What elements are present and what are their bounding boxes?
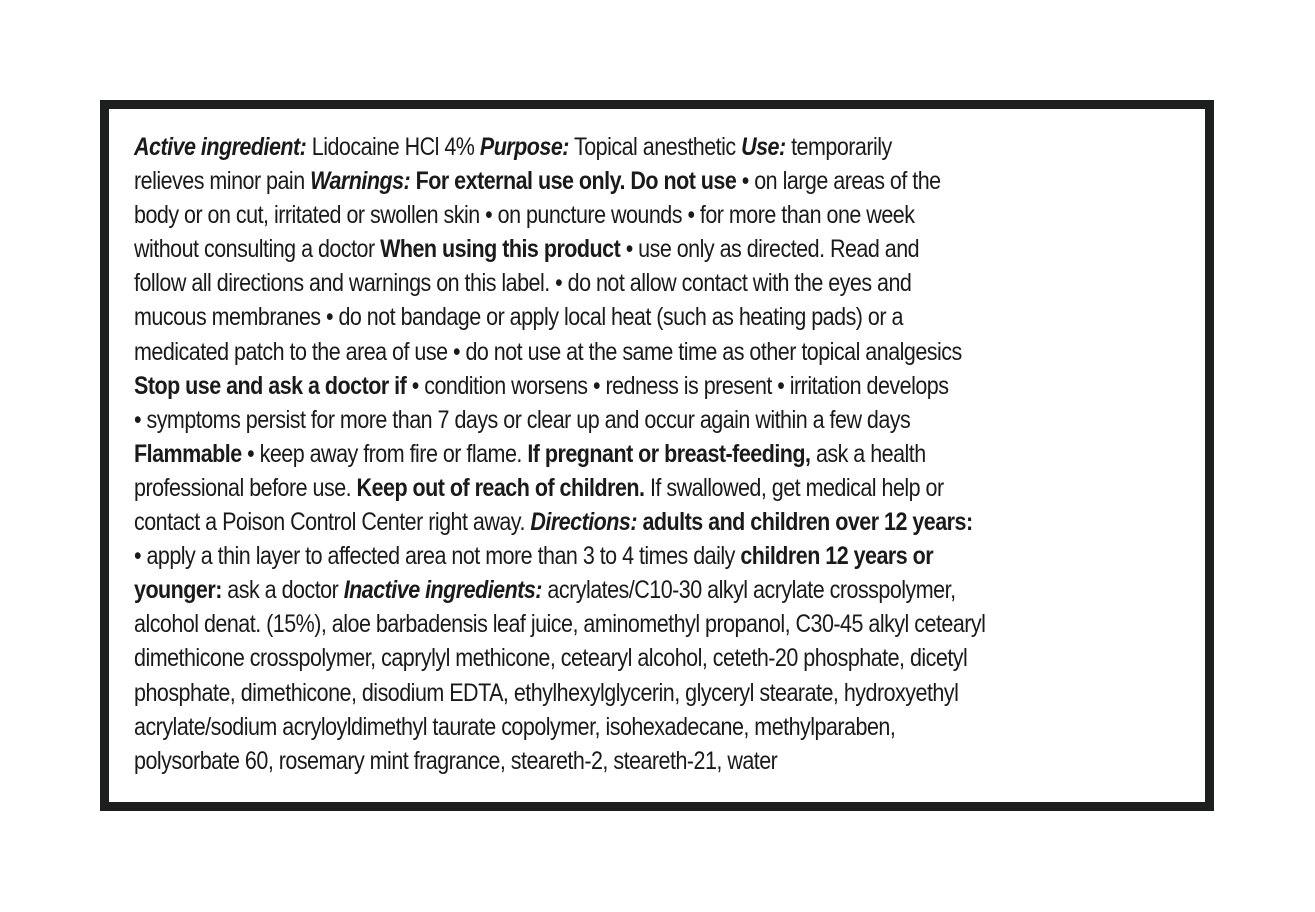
label-line [134,437,1046,471]
label-line [134,607,1046,641]
label-text-segment: If pregnant or breast-feeding, [527,439,811,468]
label-text-segment: Use: [741,133,786,161]
label-text-segment: medicated patch to the area of use • do not use at the same time as other topical analgesics [134,337,962,366]
label-text-block [134,130,1046,778]
label-line [134,164,1046,198]
label-text-segment: Inactive ingredients: [343,576,542,605]
label-text-segment: younger: [134,576,222,605]
label-text-segment: children 12 years or [740,542,934,571]
label-text-segment: Directions: [530,508,637,537]
label-text-segment: Active ingredient: [134,133,307,161]
label-text-segment: temporarily [785,133,892,161]
label-text-segment: acrylate/sodium acryloyldimethyl taurate copolymer, isohexadecane, methylparaben, [134,712,896,741]
label-text-segment: If swallowed, get medical help or [644,473,944,502]
label-line [134,471,1046,505]
label-text-segment: contact a Poison Control Center right away. [134,508,531,537]
label-text-segment: Warnings: [310,167,411,196]
label-text-segment: • on large areas of the [736,167,941,196]
label-line [134,198,1046,232]
label-text-segment: Lidocaine HCl 4% [306,133,480,161]
label-text-segment: adults and children over 12 years: [636,508,973,537]
label-line [134,266,1046,300]
label-text-segment: dimethicone crosspolymer, caprylyl methicone, cetearyl alcohol, ceteth-20 phosphate, dicetyl [134,644,968,673]
label-text-segment: relieves minor pain [134,167,311,196]
label-text-segment: • condition worsens • redness is present • irritation develops [406,371,949,400]
label-text-segment: mucous membranes • do not bandage or apply local heat (such as heating pads) or a [134,303,903,332]
label-text-segment: phosphate, dimethicone, disodium EDTA, ethylhexylglycerin, glyceryl stearate, hydroxyethyl [134,678,959,707]
label-text-segment: alcohol denat. (15%), aloe barbadensis leaf juice, aminomethyl propanol, C30-45 alkyl cetearyl [134,610,986,639]
label-line [134,676,1046,710]
label-text-segment: • symptoms persist for more than 7 days or clear up and occur again within a few days [134,405,911,434]
label-line [134,573,1046,607]
label-line [134,300,1046,334]
label-text-segment: without consulting a doctor [134,235,381,264]
label-text-segment: follow all directions and warnings on this label. • do not allow contact with the eyes and [134,269,912,298]
label-line [134,539,1046,573]
label-text-segment: Stop use and ask a doctor if [134,371,407,400]
label-line [134,710,1046,744]
label-line [134,130,1046,164]
label-line [134,232,1046,266]
label-line [134,403,1046,437]
label-text-segment: polysorbate 60, rosemary mint fragrance, steareth-2, steareth-21, water [134,746,778,775]
label-line [134,505,1046,539]
label-text-segment: • apply a thin layer to affected area not more than 3 to 4 times daily [134,542,741,571]
label-line [134,335,1046,369]
label-line [134,641,1046,675]
label-text-segment: professional before use. [134,473,357,502]
label-text-segment: ask a doctor [221,576,344,605]
label-text-segment: Purpose: [479,133,569,161]
label-text-segment: • keep away from fire or flame. [241,439,528,468]
label-text-segment: acrylates/C10-30 alkyl acrylate crosspolymer, [541,576,956,605]
label-text-segment: ask a health [810,439,926,468]
label-line [134,744,1046,778]
label-text-segment: For external use only. Do not use [410,167,737,196]
label-text-segment: • use only as directed. Read and [620,235,920,264]
label-text-segment: When using this product [380,235,621,264]
label-text-segment: Keep out of reach of children. [356,473,645,502]
label-text-segment: body or on cut, irritated or swollen skin • on puncture wounds • for more than one week [134,201,915,230]
label-text-segment: Topical anesthetic [568,133,742,161]
label-line [134,369,1046,403]
label-text-segment: Flammable [134,439,242,468]
